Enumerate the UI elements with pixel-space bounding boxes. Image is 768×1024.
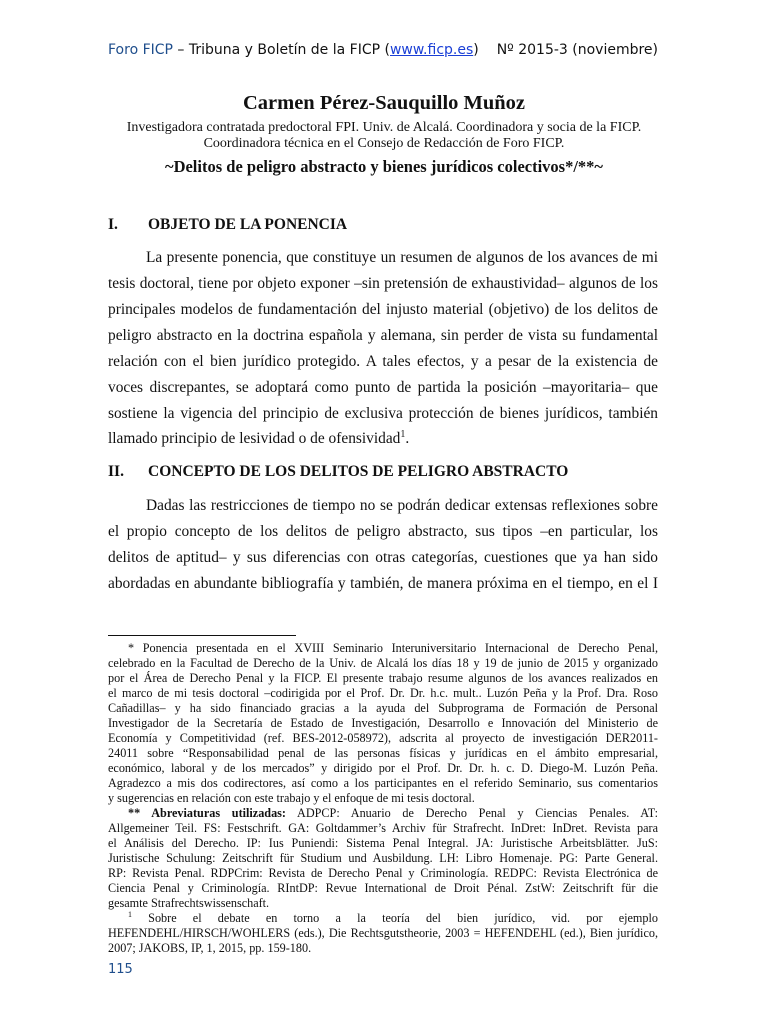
header-left bbox=[108, 42, 479, 58]
paragraph-line: el propio concepto de los delitos de peligro abstracto, sus tipos –en particular, los bbox=[108, 523, 658, 540]
paragraph-line bbox=[108, 429, 658, 449]
paragraph-line: voces discrepantes, se adoptará como punto de partida la posición –mayoritaria– que bbox=[108, 379, 658, 396]
paragraph-line: Dadas las restricciones de tiempo no se podrán dedicar extensas reflexiones sobre bbox=[146, 497, 658, 514]
paragraph-line: principales modelos de fundamentación del injusto material (objetivo) de los delitos de bbox=[108, 301, 658, 318]
section-title: CONCEPTO DE LOS DELITOS DE PELIGRO ABSTRACTO bbox=[148, 463, 569, 480]
document-title: ~Delitos de peligro abstracto y bienes jurídicos colectivos*/**~ bbox=[164, 157, 603, 176]
section-number: I. bbox=[108, 216, 118, 233]
paragraph-line: tesis doctoral, tiene por objeto exponer –sin pretensión de exhaustividad– algunos de los bbox=[108, 275, 658, 292]
section-number: II. bbox=[108, 463, 124, 480]
footnote-separator bbox=[108, 635, 296, 636]
author-affiliation-line: Investigadora contratada predoctoral FPI. Univ. de Alcalá. Coordinadora y socia de la FICP. bbox=[126, 120, 642, 135]
paragraph-line: sostiene la vigencia del principio de exclusiva protección de bienes jurídicos, también bbox=[108, 405, 658, 422]
paragraph-line: abordadas en abundante bibliografía y también, de manera próxima en el tiempo, en el I bbox=[108, 575, 658, 592]
footnote-line: * Ponencia presentada en el XVIII Seminario Interuniversitario Internacional de Derecho Penal, bbox=[128, 641, 658, 655]
footnote-line: Cañadillas– y ha sido financiado gracias a la ayuda del Subprograma de Formación de Personal bbox=[108, 701, 658, 715]
page-number: 115 bbox=[108, 962, 133, 977]
footnote-line bbox=[128, 911, 658, 926]
header-brand: Foro FICP bbox=[108, 42, 173, 58]
footnote-line: el marco de mi tesis doctoral –codirigida por el Prof. Dr. Dr. h.c. mult.. Luzón Peña y la Prof. Dra. Roso bbox=[108, 686, 658, 700]
footnote-line: HEFENDEHL/HIRSCH/WOHLERS (eds.), Die Rechtsgutstheorie, 2003 = HEFENDEHL (ed.), Bien jurídico, bbox=[108, 926, 658, 940]
footnote-line: Allgemeiner Teil. FS: Festschrift. GA: Goltdammer’s Archiv für Strafrecht. InDret: InDret. Revista para bbox=[108, 821, 658, 835]
paragraph-line: peligro abstracto en la doctrina española y alemana, sin perder de vista su fundamental bbox=[108, 327, 658, 344]
footnote-text: Sobre el debate en torno a la teoría del bien jurídico, vid. por ejemplo bbox=[131, 911, 658, 925]
section-heading bbox=[108, 463, 568, 481]
footnote-line: Investigador de la Secretaría de Estado de Investigación, Desarrollo e Innovación del Ministerio de bbox=[108, 716, 658, 730]
footnote-line: RP: Revista Penal. RDPCrim: Revista de Derecho Penal y Criminología. REDPC: Revista Electrónica de bbox=[108, 866, 658, 880]
header-subtitle: – Tribuna y Boletín de la FICP ( bbox=[172, 42, 390, 58]
header-close-paren: ) bbox=[473, 42, 479, 58]
section-heading bbox=[108, 216, 347, 234]
footnote-line: por el Área de Derecho Penal y la FICP. El presente trabajo resume algunos de los avances realizados en bbox=[108, 671, 658, 685]
footnote-line: 24011 sobre “Responsabilidad penal de las personas físicas y jurídicas en el ámbito empresarial, bbox=[108, 746, 658, 760]
header-url-link[interactable]: www.ficp.es bbox=[389, 42, 474, 58]
section-title: OBJETO DE LA PONENCIA bbox=[148, 216, 348, 233]
footnote-reference[interactable]: 1 bbox=[400, 428, 406, 440]
footnote-line: gesamte Strafrechtswissenschaft. bbox=[108, 896, 270, 910]
footnote-line: Juristische Schulung: Zeitschrift für Studium und Ausbildung. LH: Libro Homenaje. PG: Parte General. bbox=[108, 851, 658, 865]
footnote-line: Agradezco a mis dos codirectores, así como a los participantes en el referido Seminario, sus comentarios bbox=[108, 776, 658, 790]
author-affiliation-line: Coordinadora técnica en el Consejo de Redacción de Foro FICP. bbox=[203, 136, 565, 151]
footnote-line: Ciencia Penal y Criminología. RIntDP: Revue International de Droit Pénal. ZstW: Zeitschrift für die bbox=[108, 881, 658, 895]
paragraph-line: La presente ponencia, que constituye un resumen de algunos de los avances de mi bbox=[146, 249, 658, 266]
footnote-line: celebrado en la Facultad de Derecho de la Univ. de Alcalá los días 18 y 19 de junio de 2015 y organizado bbox=[108, 656, 658, 670]
header-issue: Nº 2015-3 (noviembre) bbox=[496, 42, 658, 58]
running-header bbox=[108, 42, 658, 62]
author-name: Carmen Pérez-Sauquillo Muñoz bbox=[242, 92, 526, 114]
footnote-line: 2007; JAKOBS, IP, 1, 2015, pp. 159-180. bbox=[108, 941, 312, 955]
footnote-line bbox=[128, 806, 658, 821]
footnote-line: y sugerencias en relación con este trabajo y el enfoque de mi tesis doctoral. bbox=[108, 791, 475, 805]
paragraph-line: delitos de aptitud– y sus diferencias con otras categorías, cuestiones que ya han sido bbox=[108, 549, 658, 566]
paragraph-text: llamado principio de lesividad o de ofensividad bbox=[108, 430, 401, 447]
footnote-line: el Análisis del Derecho. IP: Ius Puniendi: Sistema Penal Integral. JA: Juristische Arbeitsblätter. JuS: bbox=[108, 836, 658, 850]
paragraph-line: relación con el bien jurídico protegido. A tales efectos, y a pesar de la existencia de bbox=[108, 353, 658, 370]
footnote-label: ** Abreviaturas utilizadas: bbox=[128, 806, 286, 820]
paragraph-text: . bbox=[405, 430, 410, 447]
footnote-line: Economía y Competitividad (ref. BES-2012-058972), adscrita al proyecto de investigación DER2011- bbox=[108, 731, 658, 745]
footnote-mark: 1 bbox=[128, 909, 132, 919]
footnote-text: ADPCP: Anuario de Derecho Penal y Ciencias Penales. AT: bbox=[285, 806, 658, 820]
footnote-line: económico, laboral y de los mercados” y dirigido por el Prof. Dr. Dr. h. c. D. Diego-M. Luzón Peña. bbox=[108, 761, 658, 775]
